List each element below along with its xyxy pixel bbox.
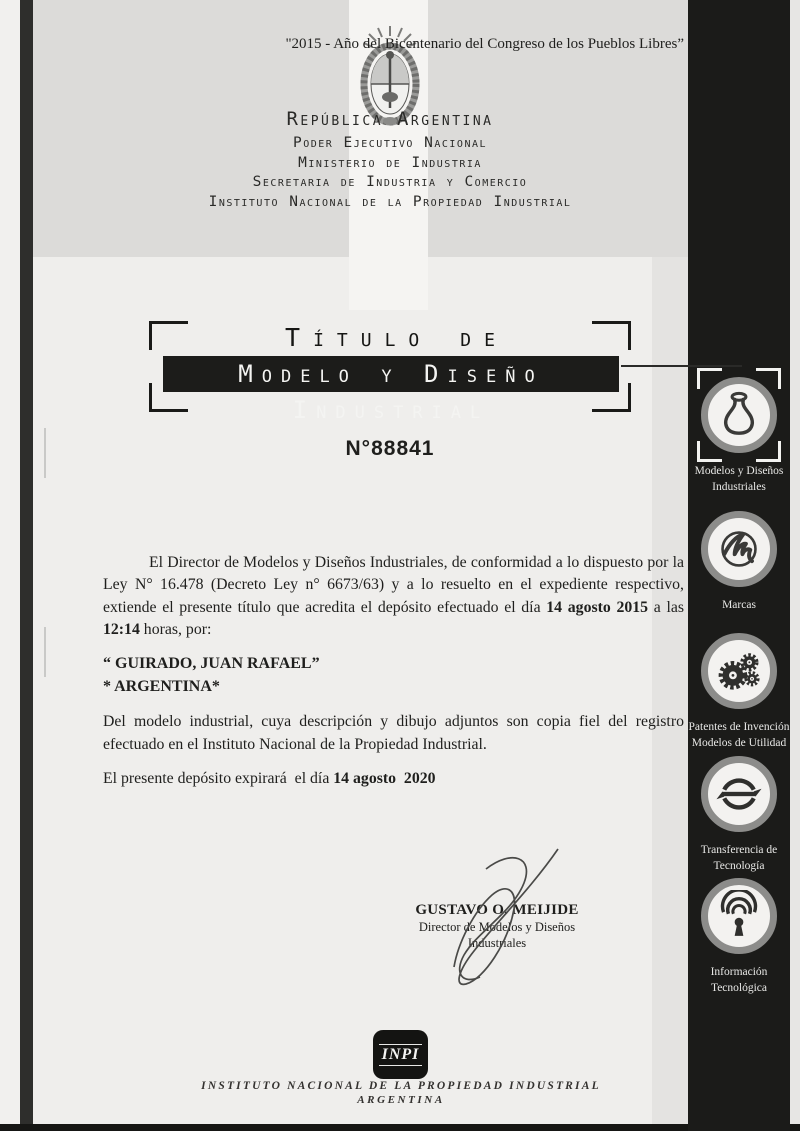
institution-header xyxy=(90,108,690,212)
signatory-name: GUSTAVO O. MEIJIDE xyxy=(415,902,579,918)
document-title-bar: Modelo y Diseño Industrial xyxy=(163,356,619,392)
holder-block xyxy=(103,652,684,698)
trademark-m-icon xyxy=(701,511,777,587)
footer-line-2: ARGENTINA xyxy=(357,1094,445,1106)
holder-name: “ GUIRADO, JUAN RAFAEL” xyxy=(103,655,320,672)
sidebar-label xyxy=(688,719,790,751)
org-line-ministerio: Ministerio de Industria xyxy=(298,154,482,171)
label-line: Modelos de Utilidad xyxy=(691,737,787,749)
scan-left-margin xyxy=(0,0,20,1131)
footer-line-1: INSTITUTO NACIONAL DE LA PROPIEDAD INDUSTRIAL xyxy=(201,1080,601,1092)
year-motto: "2015 - Año del Bicentenario del Congreso de los Pueblos Libres” xyxy=(285,36,684,52)
label-line: Modelos y Diseños xyxy=(694,465,784,477)
sidebar-label xyxy=(688,597,790,613)
inpi-logo xyxy=(373,1030,428,1079)
staple-mark xyxy=(44,627,46,677)
p1-text: El Director de Modelos y Diseños Industriales, de conformidad a lo dispuesto por la Ley N° 16.478 (Decreto Ley n° 6673/63) y a lo resuelto en el expediente respectivo, extiende el presente título que acredita el depósito efectuado el día xyxy=(103,554,684,616)
org-line-secretaria: Secretaria de Industria y Comercio xyxy=(252,174,528,190)
org-line-instituto: Instituto Nacional de la Propiedad Industrial xyxy=(208,193,572,210)
signatory-role-line1: Director de Modelos y Diseños xyxy=(418,920,576,934)
scan-right-edge xyxy=(790,0,800,1131)
label-line: Información xyxy=(710,966,768,978)
vase-icon xyxy=(701,377,777,453)
document-title-line1: Título de xyxy=(285,323,508,352)
deposit-date: 14 agosto 2015 xyxy=(546,598,649,616)
holder-country: * ARGENTINA* xyxy=(103,678,220,695)
binding-spine xyxy=(20,0,33,1131)
deposit-time: 12:14 xyxy=(103,621,140,639)
label-line: Transferencia de xyxy=(700,844,778,856)
staple-mark xyxy=(44,428,46,478)
gears-icon xyxy=(701,633,777,709)
antenna-icon xyxy=(701,878,777,954)
title-to-icon-connector-line xyxy=(621,365,742,367)
label-line: Patentes de Invención xyxy=(688,721,790,733)
sidebar-label xyxy=(688,463,790,495)
org-line-poder: Poder Ejecutivo Nacional xyxy=(292,135,488,151)
org-line-republica: República Argentina xyxy=(286,108,494,130)
expiry-date: 14 agosto 2020 xyxy=(333,770,436,787)
p1-text: a las xyxy=(648,598,684,616)
label-line: Industriales xyxy=(712,481,766,493)
expiry-line xyxy=(103,768,684,790)
label-line: Marcas xyxy=(722,599,756,611)
sidebar-label xyxy=(688,964,790,996)
inpi-logo-text: INPI xyxy=(379,1044,423,1066)
expiry-text: El presente depósito expirará el día xyxy=(103,770,334,787)
body-paragraph-1 xyxy=(103,552,684,642)
footer-institution xyxy=(150,1080,652,1106)
inpi-services-sidebar xyxy=(688,0,790,1131)
body-paragraph-2: Del modelo industrial, cuya descripción y dibujo adjuntos son copia fiel del registro efectuado en el Instituto Nacional de la Propiedad Industrial. xyxy=(103,713,684,753)
scan-bottom-line xyxy=(0,1124,800,1131)
label-line: Tecnología xyxy=(713,860,765,872)
signature-flourish xyxy=(420,843,585,998)
label-line: Tecnológica xyxy=(710,982,768,994)
sidebar-label xyxy=(688,842,790,874)
p1-text: horas, por: xyxy=(139,621,212,639)
certificate-number: N°88841 xyxy=(345,437,435,460)
signatory-role-line2: Industriales xyxy=(467,936,527,950)
transfer-arrows-icon xyxy=(701,756,777,832)
